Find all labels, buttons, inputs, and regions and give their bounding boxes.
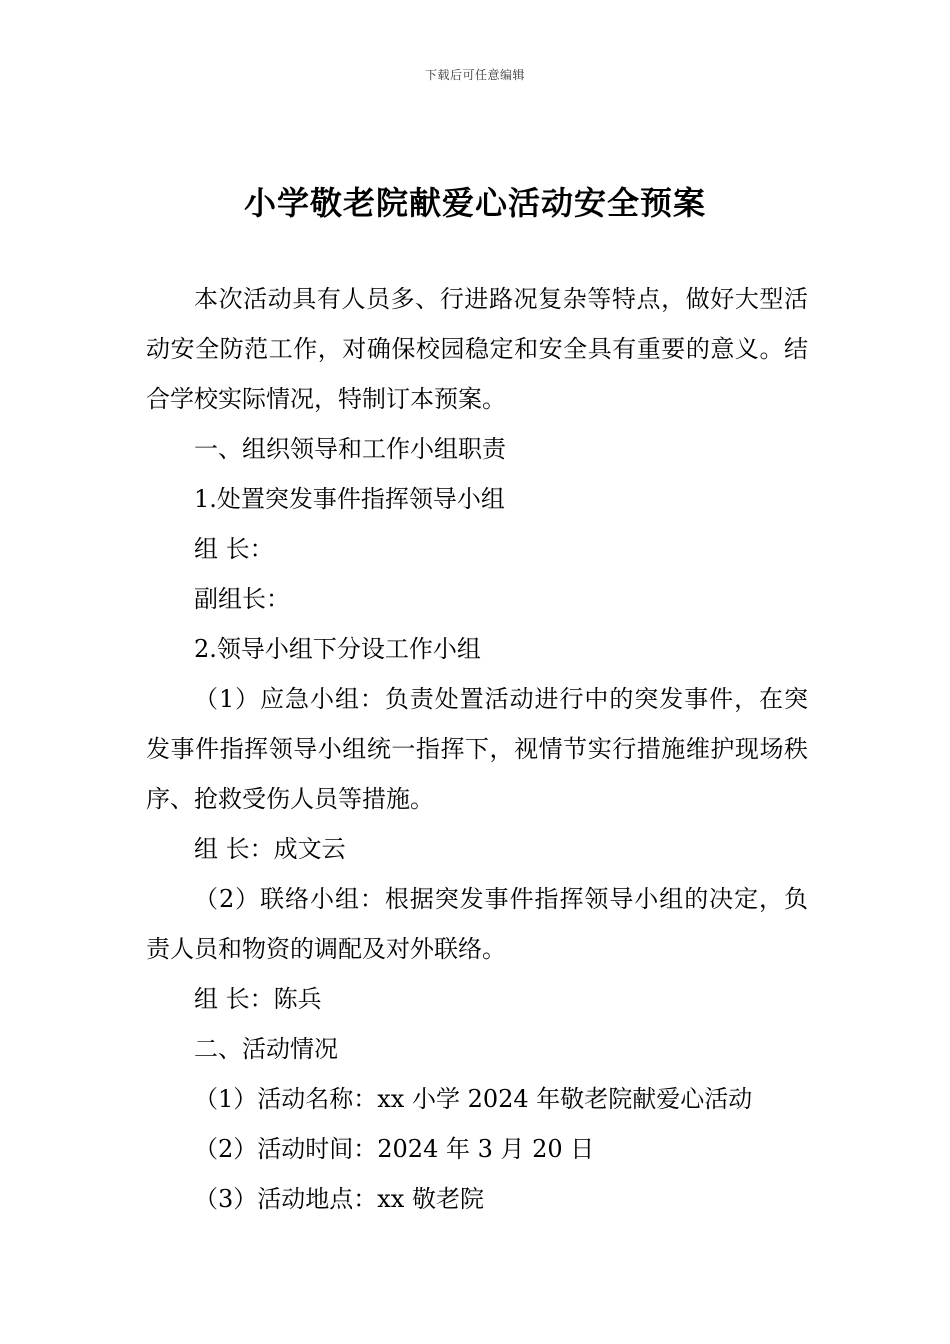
subheading-work-groups: 2.领导小组下分设工作小组 [194,635,481,663]
intro-paragraph: 本次活动具有人员多、行进路况复杂等特点，做好大型活动安全防范工作，对确保校园稳定和安全具有重要的意义。结合学校实际情况，特制订本预案。 [146,285,808,413]
activity-name: （1）活动名称：xx 小学 2024 年敬老院献爱心活动 [194,1085,753,1113]
document-body [146,274,808,1224]
section-heading-activity: 二、活动情况 [194,1035,338,1063]
leader-line: 组 长： [194,535,274,563]
document-title: 小学敬老院献爱心活动安全预案 [243,184,706,222]
emergency-group-paragraph: （1）应急小组：负责处置活动进行中的突发事件，在突发事件指挥领导小组统一指挥下，视情节实行措施维护现场秩序、抢救受伤人员等措施。 [146,685,808,813]
emergency-group-leader: 组 长：成文云 [194,835,346,863]
liaison-group-paragraph: （2）联络小组：根据突发事件指挥领导小组的决定，负责人员和物资的调配及对外联络。 [146,885,808,963]
liaison-group-leader: 组 长：陈兵 [194,985,322,1013]
subheading-command-group: 1.处置突发事件指挥领导小组 [194,485,505,513]
deputy-leader-line: 副组长： [194,585,290,613]
activity-time: （2）活动时间：2024 年 3 月 20 日 [194,1135,595,1163]
activity-location: （3）活动地点：xx 敬老院 [194,1185,484,1213]
header-note: 下载后可任意编辑 [424,68,525,82]
section-heading-organization: 一、组织领导和工作小组职责 [194,435,506,463]
